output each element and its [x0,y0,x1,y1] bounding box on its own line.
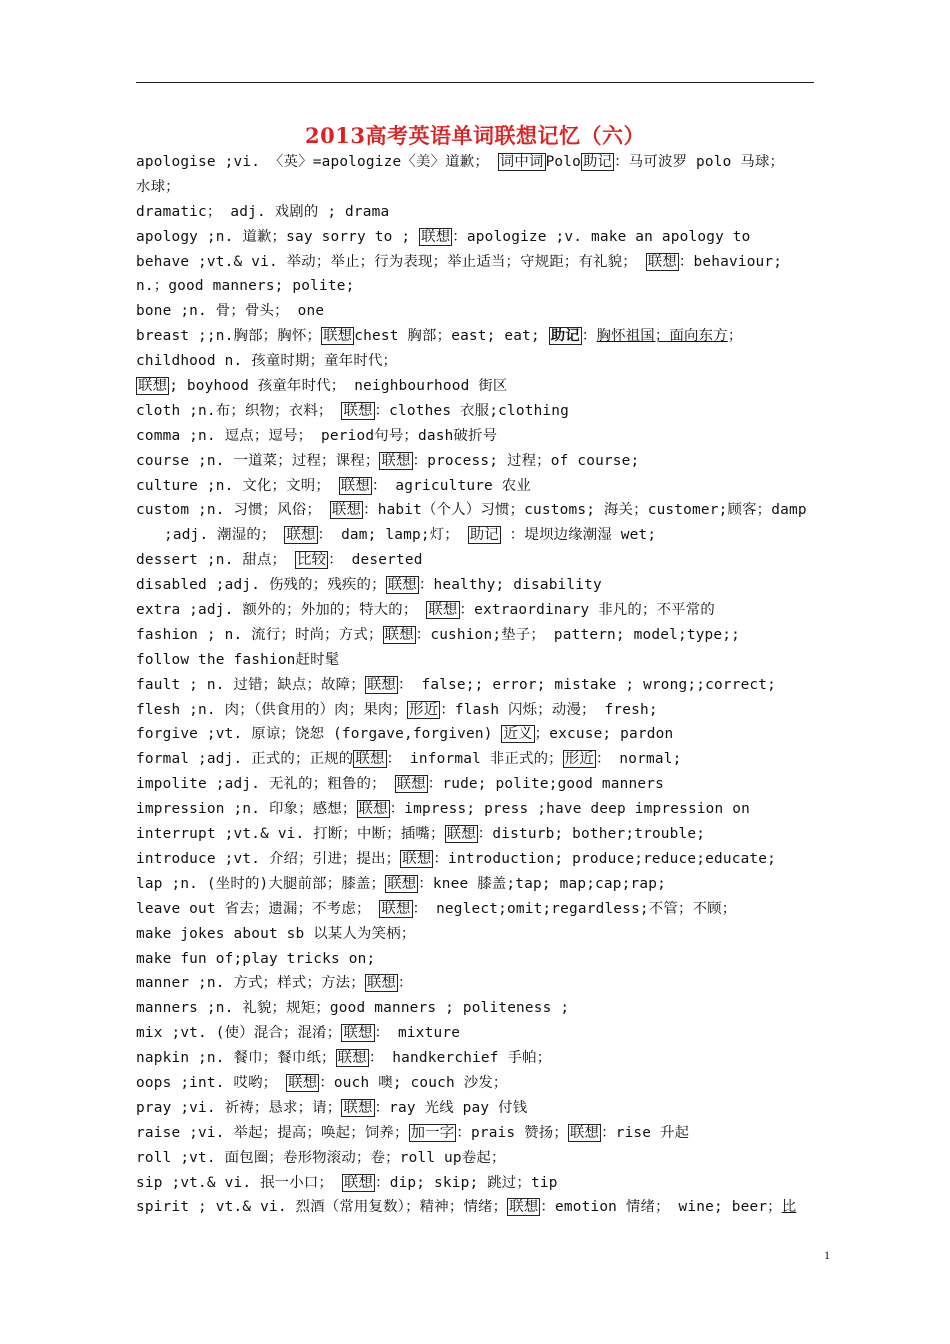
boxed-label: 联想 [569,1124,600,1141]
underlined-text: 比 [781,1199,797,1216]
boxed-label: 联想 [343,402,373,419]
line-text: ：dip; skip; 跳过；tip [375,1174,558,1191]
line-text: course ;n. 一道菜；过程；课程； [136,452,380,469]
line-text: ： informal 非正式的； [386,751,563,768]
line-text: introduce ;vt. 介绍；引进；提出； [136,850,401,867]
vocab-line [136,872,826,897]
boxed-label: 联想 [396,776,426,793]
vocab-line [136,722,826,747]
boxed-label: 助记 [583,154,613,170]
vocab-line [136,200,826,225]
line-text: spirit ; vt.& vi. 烈酒（常用复数）；精神；情绪； [136,1199,508,1216]
vocab-line [136,1046,826,1071]
vocab-line [136,971,826,996]
vocab-line [136,797,826,822]
line-text: fault ; n. 过错；缺点；故障； [136,676,365,693]
vocab-line [136,399,826,424]
header-rule [136,82,814,83]
vocab-line [136,747,826,772]
line-text: dramatic； adj. 戏剧的 ; drama [136,203,390,220]
line-text: pray ;vi. 祈祷；恳求；请； [136,1099,342,1116]
line-text: disabled ;adj. 伤残的；残疾的； [136,577,386,594]
line-text: Polo [545,154,582,170]
vocab-line [136,498,826,523]
line-text: make jokes about sb 以某人为笑柄； [136,925,416,942]
line-text: ：rise 升起 [601,1124,690,1141]
boxed-label: 联想 [421,228,451,245]
boxed-label: 联想 [331,502,362,519]
boxed-label: 联想 [387,577,417,594]
page-number: 1 [824,1248,830,1262]
line-text: ：extraordinary 非凡的；不平常的 [459,602,715,619]
vocab-line [136,847,826,872]
line-text: n.；good manners; polite; [136,278,355,295]
vocab-line [136,150,826,175]
line-text: ： [398,975,413,992]
vocab-line [136,648,826,673]
line-text: ：cushion;垫子； pattern; model;type;; [415,626,741,643]
boxed-label: 比较 [297,552,327,569]
vocab-line [136,474,826,499]
boxed-label: 联想 [366,975,397,992]
boxed-label: 联想 [647,253,677,270]
line-text: ： [581,328,597,345]
boxed-label: 联想 [509,1199,539,1216]
line-text: follow the fashion赶时髦 [136,651,340,668]
vocab-line [136,523,826,548]
line-text: ：emotion 情绪； wine; beer； [540,1199,782,1216]
boxed-label: 联想 [138,378,168,395]
underlined-text: 胸怀祖国；面向东方 [596,328,728,345]
line-text: ；excuse; pardon [534,726,674,743]
boxed-label: 加一字 [410,1124,455,1141]
vocab-line [136,996,826,1021]
line-text: ：apologize ;v. make an apology to [452,228,751,245]
line-text: ：flash 闪烁；动漫； fresh; [440,701,658,718]
line-text: ： normal; [595,751,682,768]
vocab-line [136,324,826,349]
line-text: ： mixture [374,1025,461,1042]
line-text: ：healthy; disability [418,577,602,594]
line-text: apologise ;vi. 〈英〉=apologize〈美〉道歉； [136,154,498,170]
boxed-label: 联想 [402,850,432,867]
boxed-label: 联想 [355,751,385,768]
vocab-line [136,175,826,200]
boxed-label: 联想 [358,801,388,818]
vocab-line [136,349,826,374]
line-text: interrupt ;vt.& vi. 打断；中断；插嘴； [136,826,445,843]
boxed-label: 联想 [323,328,353,345]
line-text: sip ;vt.& vi. 抿一小口； [136,1174,342,1191]
line-text: ； [727,328,743,345]
vocab-line [136,698,826,723]
line-text: childhood n. 孩童时期；童年时代； [136,353,398,370]
boxed-label: 联想 [337,1050,367,1067]
line-text: ： handkerchief 手帕； [368,1050,552,1067]
boxed-label: 联想 [428,602,458,619]
line-text: behave ;vt.& vi. 举动；举止；行为表现；举止适当；守规距；有礼貌； [136,253,646,270]
vocab-line [136,225,826,250]
line-text: raise ;vi. 举起；提高；唤起；饲养； [136,1124,409,1141]
vocab-line [136,1096,826,1121]
boxed-label: 助记 [550,328,580,345]
line-text: comma ;n. 逗点；逗号； period句号；dash破折号 [136,427,498,444]
line-text: impression ;n. 印象；感想； [136,801,357,818]
line-text: ：clothes 衣服;clothing [374,402,570,419]
line-text: ：habit（个人）习惯；customs; 海关；customer;顾客；damp [363,502,807,519]
line-text: apology ;n. 道歉；say sorry to ; [136,228,420,245]
line-text: breast ;;n.胸部；胸怀； [136,328,322,345]
vocab-line [136,424,826,449]
line-text: ：堤坝边缘潮湿 wet; [500,527,657,544]
vocab-line [136,1121,826,1146]
line-text: leave out 省去；遗漏；不考虑； [136,900,380,917]
vocab-line [136,822,826,847]
boxed-label: 近义 [503,726,533,743]
line-text: fashion ; n. 流行；时尚；方式； [136,626,383,643]
line-text: ：introduction; produce;reduce;educate; [433,850,777,867]
vocab-line [136,1071,826,1096]
vocab-line [136,449,826,474]
line-text: ：behaviour; [678,253,783,270]
line-text: bone ;n. 骨；骨头； one [136,303,325,320]
vocab-line [136,623,826,648]
line-text: ： dam; lamp;灯； [317,527,468,544]
vocabulary-list [136,150,826,1220]
vocab-line [136,922,826,947]
line-text: flesh ;n. 肉；（供食用的）肉；果肉； [136,701,408,718]
line-text: manner ;n. 方式；样式；方法； [136,975,365,992]
vocab-line [136,250,826,275]
vocab-line [136,947,826,972]
boxed-label: 联想 [343,1025,373,1042]
line-text: ：马可波罗 polo 马球； [614,154,785,170]
vocab-line [136,1146,826,1171]
boxed-label: 联想 [343,1099,373,1116]
line-text: ：impress; press ;have deep impression on [389,801,750,818]
line-text: ： false;; error; mistake ; wrong;;correct; [398,676,777,693]
line-text: ; boyhood 孩童年时代； neighbourhood 街区 [169,378,508,395]
line-text: ：ray 光线 pay 付钱 [374,1099,528,1116]
vocab-line [136,598,826,623]
line-text: ：ouch 噢; couch 沙发； [319,1074,508,1091]
line-text: cloth ;n.布；织物；衣料； [136,402,342,419]
boxed-label: 联想 [446,826,476,843]
vocab-line [136,1195,826,1220]
line-text: ;adj. 潮湿的； [164,527,285,544]
boxed-label: 联想 [381,452,411,469]
vocab-line [136,299,826,324]
boxed-label: 联想 [286,527,316,544]
line-text: ：rude; polite;good manners [427,776,664,793]
line-text: lap ;n. (坐时的)大腿前部；膝盖； [136,875,386,892]
vocab-line [136,573,826,598]
line-text: make fun of;play tricks on; [136,950,376,967]
boxed-label: 联想 [366,676,397,693]
line-text: ： deserted [328,552,423,569]
line-text: impolite ;adj. 无礼的；粗鲁的； [136,776,395,793]
vocab-line [136,374,826,399]
boxed-label: 联想 [340,477,370,494]
line-text: roll ;vt. 面包圈；卷形物滚动；卷；roll up卷起； [136,1149,506,1166]
boxed-label: 联想 [381,900,411,917]
line-text: culture ;n. 文化；文明； [136,477,339,494]
boxed-label: 联想 [387,875,417,892]
line-text: ： agriculture 农业 [371,477,531,494]
line-text: oops ;int. 哎哟； [136,1074,287,1091]
vocab-line [136,772,826,797]
vocab-line [136,274,826,299]
vocab-line [136,1171,826,1196]
vocab-line [136,1021,826,1046]
boxed-label: 联想 [343,1174,374,1191]
line-text: manners ;n. 礼貌；规矩；good manners ; politeness ; [136,1000,570,1017]
boxed-label: 形近 [409,701,439,718]
boxed-label: 联想 [384,626,414,643]
boxed-label: 形近 [564,751,594,768]
line-text: dessert ;n. 甜点； [136,552,296,569]
line-text: extra ;adj. 额外的；外加的；特大的； [136,602,427,619]
line-text: ： neglect;omit;regardless;不管；不顾； [412,900,737,917]
vocab-line [136,673,826,698]
line-text: 水球； [136,178,180,195]
boxed-label: 词中词 [499,154,544,170]
line-text: ：process; 过程；of course; [412,452,640,469]
line-text: ：knee 膝盖;tap; map;cap;rap; [418,875,666,892]
page-title: 2013高考英语单词联想记忆（六） [305,123,645,148]
line-text: ：disturb; bother;trouble; [477,826,706,843]
line-text: custom ;n. 习惯；风俗； [136,502,330,519]
line-text: formal ;adj. 正式的；正规的 [136,751,354,768]
line-text: mix ;vt. (使）混合；混淆； [136,1025,342,1042]
line-text: napkin ;n. 餐巾；餐巾纸； [136,1050,336,1067]
boxed-label: 联想 [288,1074,318,1091]
line-text: forgive ;vt. 原谅；饶恕 (forgave,forgiven) [136,726,502,743]
boxed-label: 助记 [469,527,499,544]
vocab-line [136,897,826,922]
line-text: chest 胸部；east; eat; [354,328,549,345]
vocab-line [136,548,826,573]
line-text: ：prais 赞扬； [456,1124,568,1141]
